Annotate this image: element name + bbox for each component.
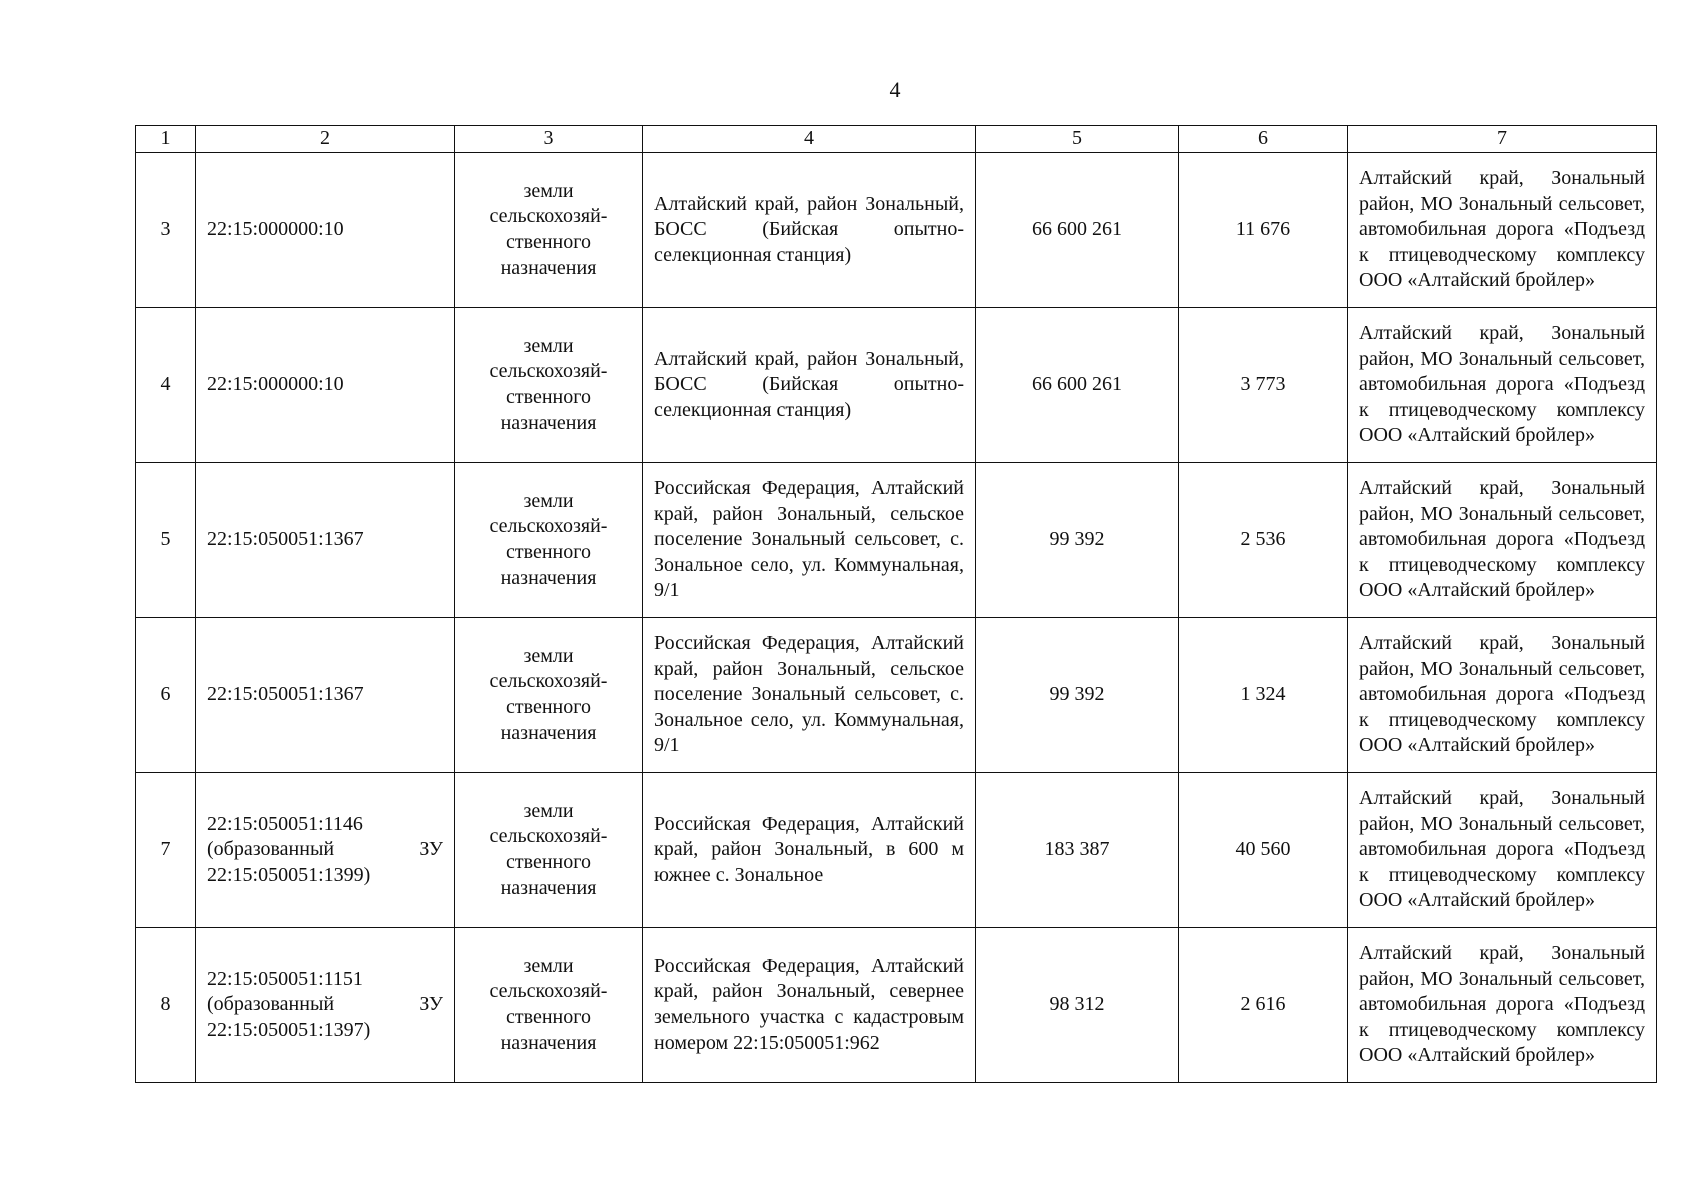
cadastral-note-text: (образованный [207, 993, 335, 1016]
row-number: 5 [136, 463, 196, 618]
table-row [136, 928, 1657, 1083]
land-category: земли сельскохозяй-ственного назначения [455, 618, 643, 773]
table-header-row [136, 126, 1657, 153]
plot-address: Российская Федерация, Алтайский край, район Зональный, в 600 м южнее с. Зональное [643, 773, 976, 928]
cadastral-note-line [207, 992, 443, 1018]
easement-purpose: Алтайский край, Зональный район, МО Зональный сельсовет, автомобильная дорога «Подъезд к птицеводческому комплексу ООО «Алтайский бройлер» [1348, 308, 1657, 463]
easement-area: 3 773 [1179, 308, 1348, 463]
page-number: 4 [889, 77, 901, 102]
cadastral-number: 22:15:050051:1367 [196, 618, 455, 773]
plot-area: 66 600 261 [976, 308, 1179, 463]
header-cell: 4 [643, 126, 976, 153]
plot-area: 183 387 [976, 773, 1179, 928]
table-row [136, 153, 1657, 308]
cadastral-number [196, 773, 455, 928]
row-number: 8 [136, 928, 196, 1083]
header-cell: 7 [1348, 126, 1657, 153]
plot-address: Российская Федерация, Алтайский край, район Зональный, сельское поселение Зональный сельсовет, с. Зональное село, ул. Коммунальная, 9/1 [643, 463, 976, 618]
header-cell: 1 [136, 126, 196, 153]
land-category: земли сельскохозяй-ственного назначения [455, 928, 643, 1083]
row-number: 3 [136, 153, 196, 308]
plot-area: 99 392 [976, 618, 1179, 773]
header-cell: 3 [455, 126, 643, 153]
row-number: 7 [136, 773, 196, 928]
cadastral-main: 22:15:050051:1151 [207, 967, 363, 990]
land-plots-table [135, 125, 1657, 1083]
easement-area: 2 536 [1179, 463, 1348, 618]
land-category: земли сельскохозяй-ственного назначения [455, 153, 643, 308]
easement-purpose: Алтайский край, Зональный район, МО Зональный сельсовет, автомобильная дорога «Подъезд к птицеводческому комплексу ООО «Алтайский бройлер» [1348, 153, 1657, 308]
cadastral-note-text: (образованный [207, 838, 335, 861]
plot-address: Российская Федерация, Алтайский край, район Зональный, сельское поселение Зональный сельсовет, с. Зональное село, ул. Коммунальная, 9/1 [643, 618, 976, 773]
land-category: земли сельскохозяй-ственного назначения [455, 463, 643, 618]
cadastral-note-line [207, 837, 443, 863]
cadastral-note-number: 22:15:050051:1399) [207, 863, 371, 886]
cadastral-note-abbr: ЗУ [419, 838, 443, 861]
plot-area: 98 312 [976, 928, 1179, 1083]
table-row [136, 308, 1657, 463]
plot-area: 66 600 261 [976, 153, 1179, 308]
easement-area: 11 676 [1179, 153, 1348, 308]
easement-purpose: Алтайский край, Зональный район, МО Зональный сельсовет, автомобильная дорога «Подъезд к птицеводческому комплексу ООО «Алтайский бройлер» [1348, 463, 1657, 618]
plot-area: 99 392 [976, 463, 1179, 618]
cadastral-number [196, 928, 455, 1083]
cadastral-main: 22:15:050051:1146 [207, 812, 363, 835]
cadastral-number: 22:15:000000:10 [196, 308, 455, 463]
plot-address: Алтайский край, район Зональный, БОСС (Бийская опытно-селекционная станция) [643, 153, 976, 308]
land-category: земли сельскохозяй-ственного назначения [455, 773, 643, 928]
plot-address: Российская Федерация, Алтайский край, район Зональный, севернее земельного участка с кадастровым номером 22:15:050051:962 [643, 928, 976, 1083]
row-number: 6 [136, 618, 196, 773]
cadastral-number: 22:15:050051:1367 [196, 463, 455, 618]
cadastral-note-abbr: ЗУ [419, 993, 443, 1016]
cadastral-note-number: 22:15:050051:1397) [207, 1018, 371, 1041]
header-cell: 2 [196, 126, 455, 153]
easement-area: 40 560 [1179, 773, 1348, 928]
easement-area: 2 616 [1179, 928, 1348, 1083]
easement-purpose: Алтайский край, Зональный район, МО Зональный сельсовет, автомобильная дорога «Подъезд к птицеводческому комплексу ООО «Алтайский бройлер» [1348, 928, 1657, 1083]
land-category: земли сельскохозяй-ственного назначения [455, 308, 643, 463]
plot-address: Алтайский край, район Зональный, БОСС (Бийская опытно-селекционная станция) [643, 308, 976, 463]
easement-purpose: Алтайский край, Зональный район, МО Зональный сельсовет, автомобильная дорога «Подъезд к птицеводческому комплексу ООО «Алтайский бройлер» [1348, 618, 1657, 773]
header-cell: 6 [1179, 126, 1348, 153]
table-row [136, 773, 1657, 928]
cadastral-number: 22:15:000000:10 [196, 153, 455, 308]
header-cell: 5 [976, 126, 1179, 153]
table-row [136, 618, 1657, 773]
table-row [136, 463, 1657, 618]
row-number: 4 [136, 308, 196, 463]
easement-area: 1 324 [1179, 618, 1348, 773]
easement-purpose: Алтайский край, Зональный район, МО Зональный сельсовет, автомобильная дорога «Подъезд к птицеводческому комплексу ООО «Алтайский бройлер» [1348, 773, 1657, 928]
